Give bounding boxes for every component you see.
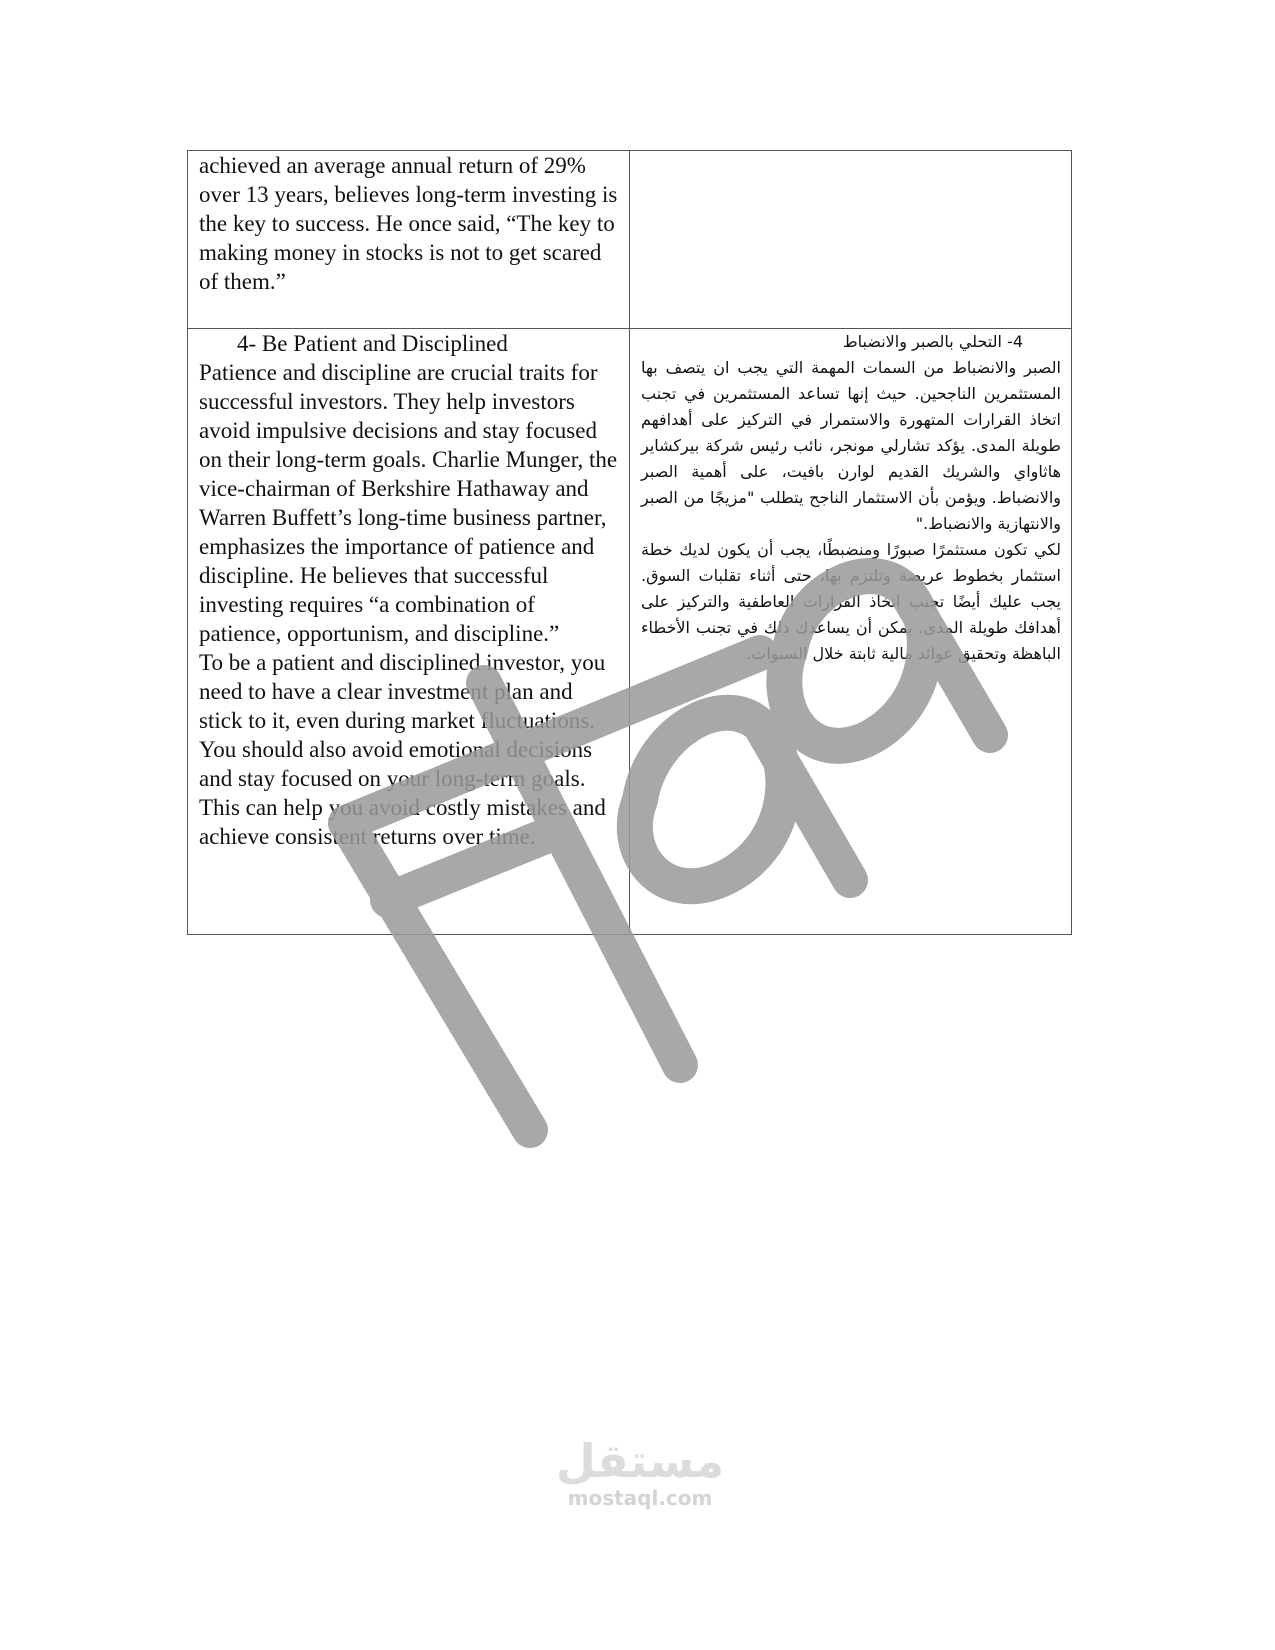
english-paragraph: Patience and discipline are crucial traits for successful investors. They help investors avoid impulsive decisions and stay focused on their long-term goals. Charlie Munger, the vice-chairman of Berkshire Hathaway and Warren Buffett’s long-time business partner, emphasizes the importance of patience and discipline. He believes that successful investing requires “a combination of patience, opportunism, and discipline.” [199, 360, 618, 646]
arabic-paragraph: الصبر والانضباط من السمات المهمة التي يجب ان يتصف بها المستثمرين الناجحين. حيث إنها تساعد المستثمرين في تجنب اتخاذ القرارات المتهورة والاستمرار في التركيز على أهدافهم طويلة المدى. يؤكد تشارلي مونجر، نائب رئيس شركة بيركشاير هاثاواي والشريك القديم لوارن بافيت، على أهمية الصبر والانضباط. ويؤمن بأن الاستثمار الناجح يتطلب "مزيجًا من الصبر والانتهازية والانضباط." [641, 358, 1061, 533]
english-cell [188, 329, 630, 935]
english-heading: 4- Be Patient and Disciplined [237, 331, 508, 356]
arabic-cell [630, 151, 1072, 329]
table-row [188, 329, 1072, 935]
english-text: achieved an average annual return of 29% over 13 years, believes long-term investing is the key to success. He once said, “The key to making money in stocks is not to get scared of them.” [199, 153, 618, 294]
mostaql-logo [540, 1435, 740, 1515]
translation-table [187, 150, 1072, 935]
table-row [188, 151, 1072, 329]
english-paragraph: To be a patient and disciplined investor, you need to have a clear investment plan and stick to it, even during market fluctuations. You should also avoid emotional decisions and stay focused on your long-term goals. This can help you avoid costly mistakes and achieve consistent returns over time. [199, 650, 606, 849]
arabic-heading: 4- التحلي بالصبر والانضباط [842, 332, 1023, 351]
arabic-cell [630, 329, 1072, 935]
arabic-paragraph: لكي تكون مستثمرًا صبورًا ومنضبطًا، يجب أن يكون لديك خطة استثمار بخطوط عريضة وتلتزم بها، حتى أثناء تقلبات السوق. يجب عليك أيضًا تجنب اتخاذ القرارات العاطفية والتركيز على أهدافك طويلة المدى. يمكن أن يساعدك ذلك في تجنب الأخطاء الباهظة وتحقيق عوائد مالية ثابتة خلال السنوات. [641, 540, 1061, 663]
english-cell [188, 151, 630, 329]
logo-arabic-text: مستقل [555, 1434, 725, 1488]
logo-latin-text: mostaql.com [567, 1486, 713, 1510]
